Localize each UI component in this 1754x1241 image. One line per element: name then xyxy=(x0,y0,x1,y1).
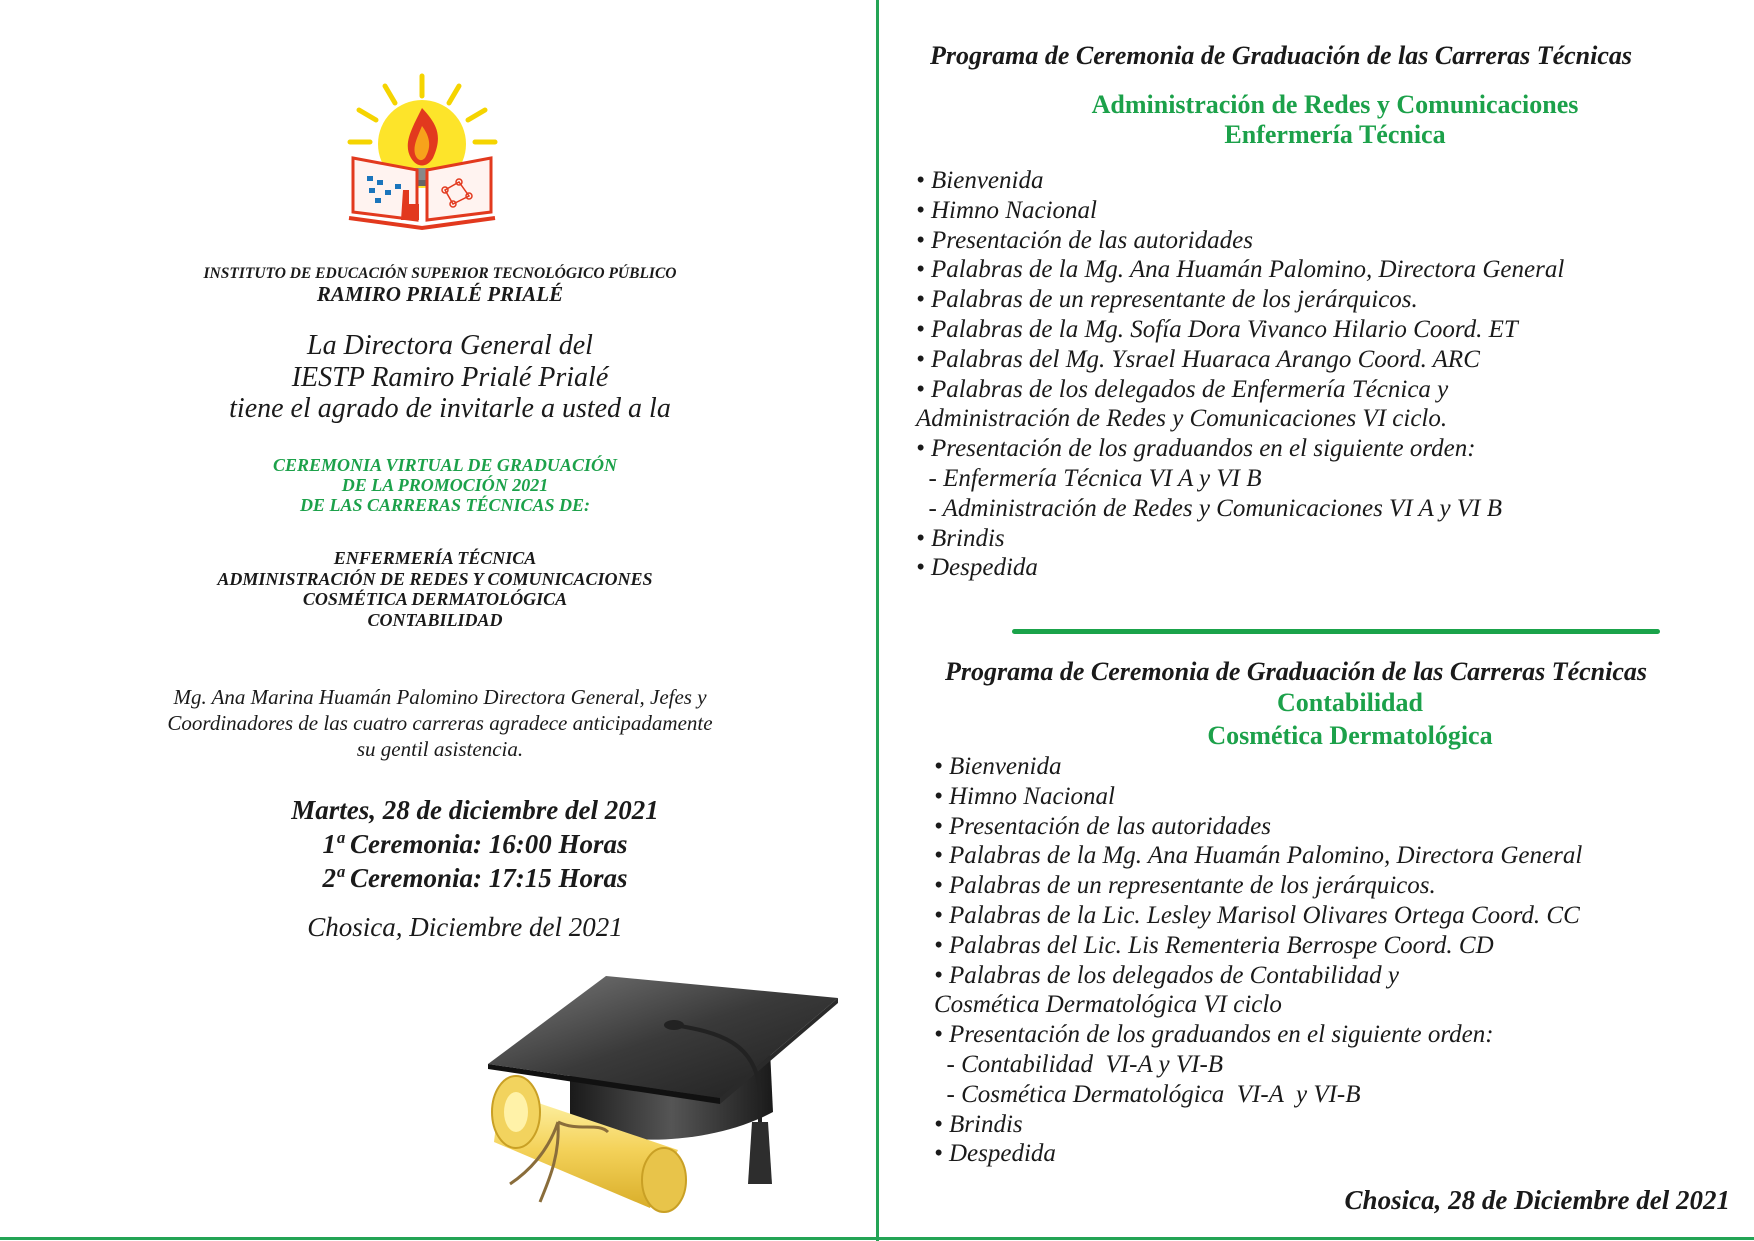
ceremony-title xyxy=(145,455,745,515)
program-2-careers xyxy=(1040,686,1660,752)
list-subitem: - Enfermería Técnica VI A y VI B xyxy=(916,464,1262,492)
careers-list xyxy=(135,548,735,630)
list-subitem: - Contabilidad VI-A y VI-B xyxy=(934,1050,1224,1078)
list-item: • Bienvenida xyxy=(934,753,1062,780)
list-item: • Palabras de la Mg. Ana Huamán Palomino, Directora General xyxy=(916,256,1565,284)
graduation-cap-icon xyxy=(488,972,840,1217)
vertical-divider xyxy=(876,0,879,1241)
list-item: • Palabras del Mg. Ysrael Huaraca Arango Coord. ARC xyxy=(916,345,1480,373)
thanks-line: Mg. Ana Marina Huamán Palomino Directora General, Jefes y xyxy=(173,685,707,709)
career-item: COSMÉTICA DERMATOLÓGICA xyxy=(302,589,568,609)
program-career: Contabilidad xyxy=(1277,688,1423,717)
list-item: • Palabras de un representante de los jerárquicos. xyxy=(916,286,1418,314)
list-item: • Despedida xyxy=(934,1140,1056,1168)
invite-line: IESTP Ramiro Prialé Prialé xyxy=(291,361,609,393)
thanks-line: su gentil asistencia. xyxy=(356,737,524,761)
ceremony-title-line: CEREMONIA VIRTUAL DE GRADUACIÓN xyxy=(273,455,617,475)
program-career: Enfermería Técnica xyxy=(1224,120,1446,149)
list-item: • Himno Nacional xyxy=(934,782,1115,810)
program-career: Cosmética Dermatológica xyxy=(1207,721,1493,750)
institute-line-1: INSTITUTO DE EDUCACIÓN SUPERIOR TECNOLÓGICO PÚBLICO xyxy=(203,265,677,282)
list-subitem: - Cosmética Dermatológica VI-A y VI-B xyxy=(934,1080,1361,1108)
list-item: • Presentación de las autoridades xyxy=(916,226,1253,254)
thanks-text xyxy=(100,684,780,762)
list-item: • Palabras de los delegados de Contabilidad y xyxy=(934,961,1399,989)
list-item: • Palabras de la Lic. Lesley Marisol Olivares Ortega Coord. CC xyxy=(934,901,1580,929)
list-item: • Palabras de un representante de los jerárquicos. xyxy=(934,872,1436,900)
footer-place-date: Chosica, 28 de Diciembre del 2021 xyxy=(1344,1185,1730,1215)
career-item: CONTABILIDAD xyxy=(367,609,503,630)
thanks-line: Coordinadores de las cuatro carreras agradece anticipadamente xyxy=(167,711,713,735)
institute-name xyxy=(140,265,740,305)
list-item: • Bienvenida xyxy=(916,167,1044,194)
list-item: • Palabras del Lic. Lis Rementeria Berrospe Coord. CD xyxy=(934,931,1494,959)
invite-line: tiene el agrado de invitarle a usted a la xyxy=(229,393,671,424)
list-item: • Brindis xyxy=(934,1110,1023,1138)
program-career: Administración de Redes y Comunicaciones xyxy=(1091,90,1579,119)
program-1-list xyxy=(916,166,1736,583)
career-item: ADMINISTRACIÓN DE REDES Y COMUNICACIONES xyxy=(217,568,653,589)
list-item: • Palabras de la Mg. Ana Huamán Palomino, Directora General xyxy=(934,842,1583,870)
list-item: Administración de Redes y Comunicaciones VI ciclo. xyxy=(916,405,1448,433)
list-item: • Despedida xyxy=(916,554,1038,582)
list-item: • Himno Nacional xyxy=(916,196,1097,224)
list-item: • Presentación de los graduandos en el siguiente orden: xyxy=(916,435,1476,463)
event-schedule xyxy=(175,793,775,895)
ceremony-title-line: DE LA PROMOCIÓN 2021 xyxy=(341,475,549,495)
list-item: • Palabras de la Mg. Sofía Dora Vivanco Hilario Coord. ET xyxy=(916,315,1518,343)
ceremony-1-time: 1ª Ceremonia: 16:00 Horas xyxy=(322,829,628,859)
bottom-divider xyxy=(0,1237,1754,1240)
list-item: • Presentación de los graduandos en el siguiente orden: xyxy=(934,1021,1494,1049)
institute-line-2: RAMIRO PRIALÉ PRIALÉ xyxy=(316,282,564,306)
place-date: Chosica, Diciembre del 2021 xyxy=(307,912,623,942)
career-item: ENFERMERÍA TÉCNICA xyxy=(333,548,537,568)
list-item: Cosmética Dermatológica VI ciclo xyxy=(934,991,1282,1019)
ceremony-2-time: 2ª Ceremonia: 17:15 Horas xyxy=(322,863,628,893)
invitation-text xyxy=(150,330,750,425)
program-2-title: Programa de Ceremonia de Graduación de las Carreras Técnicas xyxy=(945,657,1647,686)
list-item: • Palabras de los delegados de Enfermería Técnica y xyxy=(916,375,1449,403)
program-2-list xyxy=(934,752,1754,1169)
invite-line: La Directora General del xyxy=(307,330,593,361)
event-date: Martes, 28 de diciembre del 2021 xyxy=(291,795,659,825)
section-divider xyxy=(1012,629,1660,634)
program-1-careers xyxy=(1025,90,1645,150)
ceremony-title-line: DE LAS CARRERAS TÉCNICAS DE: xyxy=(299,495,591,515)
list-subitem: - Administración de Redes y Comunicaciones VI A y VI B xyxy=(916,494,1502,522)
list-item: • Brindis xyxy=(916,524,1005,552)
institute-logo-icon xyxy=(345,72,500,232)
program-1-title: Programa de Ceremonia de Graduación de las Carreras Técnicas xyxy=(930,41,1632,70)
list-item: • Presentación de las autoridades xyxy=(934,812,1271,840)
